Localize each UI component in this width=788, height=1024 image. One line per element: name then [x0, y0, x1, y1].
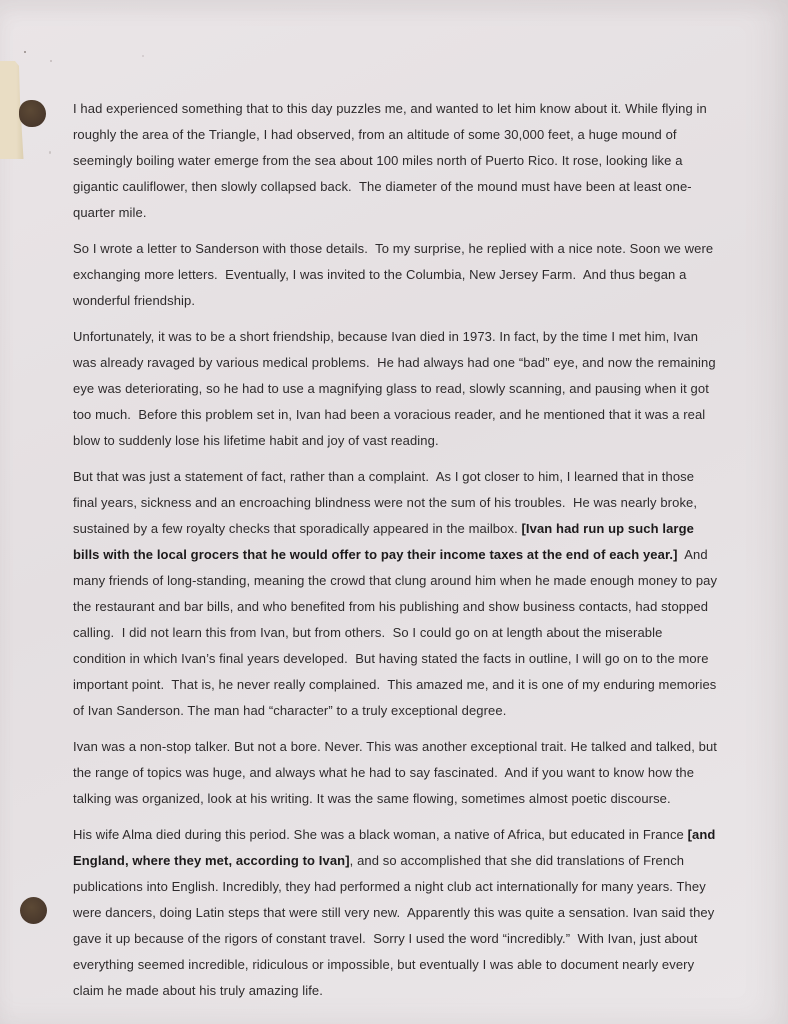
- paragraph-4: [73, 464, 719, 724]
- paragraph-1: [73, 96, 719, 226]
- bold-text-run: [and England, where they met, according to Ivan]: [73, 827, 720, 868]
- text-run: , and so accomplished that she did translations of French publications into English. Incredibly, they had performed a night club act internationally for many years. They were dancers, doing Latin steps that were still very new. Apparently this was quite a sensation. Ivan said they gave it up because of the rigors of constant travel. Sorry I used the word “incredibly.” With Ivan, just about everything seemed incredible, ridiculous or impossible, but eventually I was able to document nearly every claim he made about his truly amazing life.: [73, 853, 719, 998]
- document-text: [73, 96, 719, 1014]
- hole-punch-top: [19, 100, 46, 127]
- text-run: But that was just a statement of fact, rather than a complaint. As I got closer to him, I learned that in those final years, sickness and an encroaching blindness were not the sum of his troubles. He was nearly broke, sustained by a few royalty checks that sporadically appeared in the mailbox.: [73, 469, 701, 536]
- text-run: His wife Alma died during this period. She was a black woman, a native of Africa, but educated in France: [73, 827, 688, 842]
- paper-speck: [50, 60, 52, 62]
- paragraph-3: [73, 324, 719, 454]
- text-run: So I wrote a letter to Sanderson with those details. To my surprise, he replied with a nice note. Soon we were exchanging more letters. Eventually, I was invited to the Columbia, New Jersey Farm. And thus began a wonderful friendship.: [73, 241, 717, 308]
- hole-punch-bottom: [20, 897, 47, 924]
- text-run: Unfortunately, it was to be a short friendship, because Ivan died in 1973. In fact, by the time I met him, Ivan was already ravaged by various medical problems. He had always had one “bad” eye, and now the remaining eye was deteriorating, so he had to use a magnifying glass to read, slowly scanning, and pausing when it got too much. Before this problem set in, Ivan had been a voracious reader, and he mentioned that it was a real blow to suddenly lose his lifetime habit and joy of vast reading.: [73, 329, 720, 448]
- text-run: I had experienced something that to this day puzzles me, and wanted to let him know about it. While flying in roughly the area of the Triangle, I had observed, from an altitude of some 30,000 feet, a huge mound of seemingly boiling water emerge from the sea about 100 miles north of Puerto Rico. It rose, looking like a gigantic cauliflower, then slowly collapsed back. The diameter of the mound must have been at least one-quarter mile.: [73, 101, 711, 220]
- paragraph-6: [73, 822, 719, 1004]
- text-run: And many friends of long-standing, meaning the crowd that clung around him when he made enough money to pay the restaurant and bar bills, and who benefited from his publishing and show business contacts, had stopped calling. I did not learn this from Ivan, but from others. So I could go on at length about the miserable condition in which Ivan’s final years developed. But having stated the facts in outline, I will go on to the more important point. That is, he never really complained. This amazed me, and it is one of my enduring memories of Ivan Sanderson. The man had “character” to a truly exceptional degree.: [73, 547, 721, 718]
- paragraph-5: [73, 734, 719, 812]
- paragraph-2: [73, 236, 719, 314]
- bold-text-run: [Ivan had run up such large bills with the local grocers that he would offer to pay their income taxes at the end of each year.]: [73, 521, 698, 562]
- paper-speck: [142, 55, 144, 57]
- text-run: Ivan was a non-stop talker. But not a bore. Never. This was another exceptional trait. He talked and talked, but the range of topics was huge, and always what he had to say fascinated. And if you want to know how the talking was organized, look at his writing. It was the same flowing, sometimes almost poetic discourse.: [73, 739, 721, 806]
- paper-speck: [24, 51, 26, 53]
- paper-speck: [49, 151, 51, 154]
